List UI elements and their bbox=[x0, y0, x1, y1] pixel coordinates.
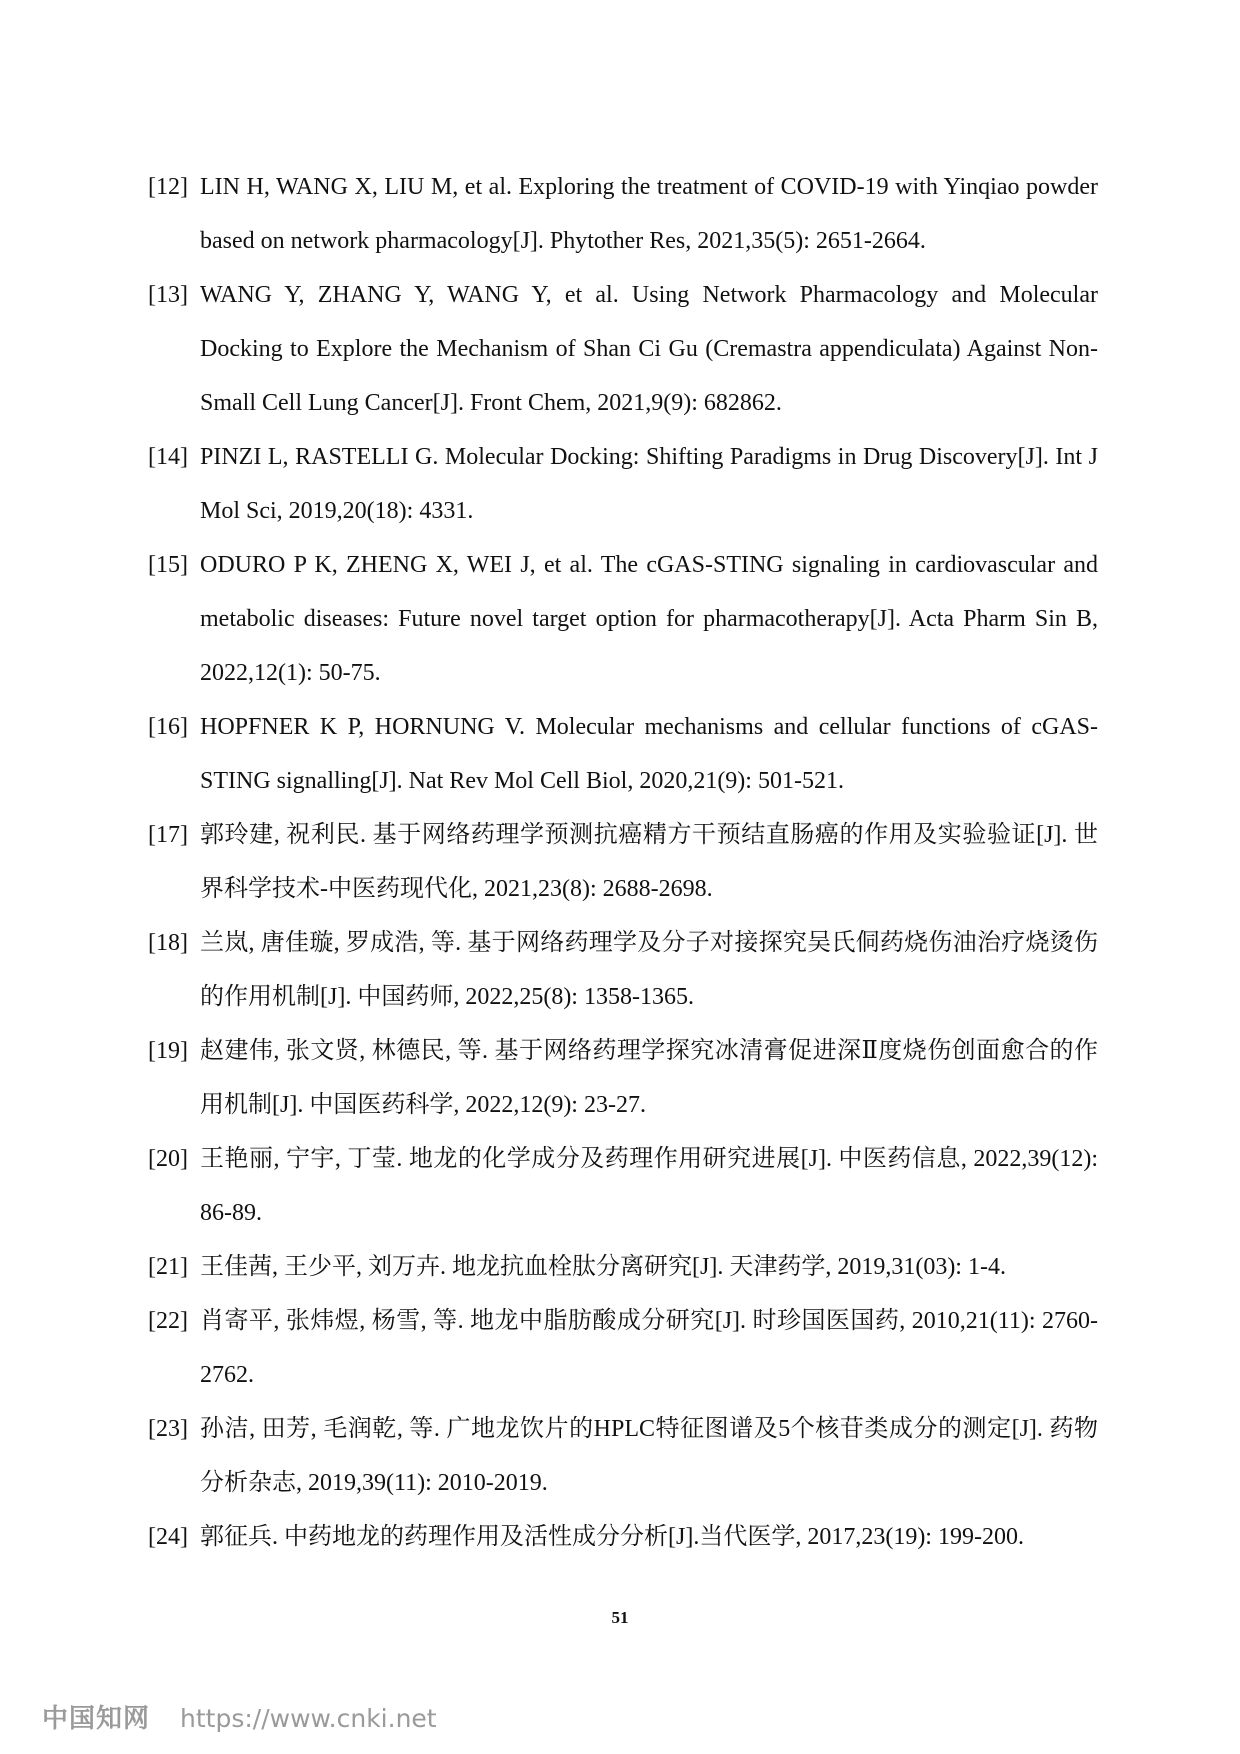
reference-number: [12] bbox=[148, 174, 188, 200]
reference-text: 兰岚, 唐佳璇, 罗成浩, 等. 基于网络药理学及分子对接探究吴氏侗药烧伤油治疗烧烫伤的作用机制[J]. 中国药师, 2022,25(8): 1358-1365. bbox=[200, 930, 1098, 1010]
reference-item bbox=[148, 700, 1098, 808]
reference-number: [14] bbox=[148, 444, 188, 470]
reference-text: PINZI L, RASTELLI G. Molecular Docking: Shifting Paradigms in Drug Discovery[J]. Int J Mol Sci, 2019,20(18): 4331. bbox=[200, 444, 1098, 524]
reference-text: 王艳丽, 宁宇, 丁莹. 地龙的化学成分及药理作用研究进展[J]. 中医药信息, 2022,39(12): 86-89. bbox=[200, 1146, 1098, 1226]
reference-item bbox=[148, 916, 1098, 1024]
cnki-logo: 中国知网 bbox=[42, 1704, 151, 1734]
cnki-watermark bbox=[42, 1698, 437, 1735]
reference-text: WANG Y, ZHANG Y, WANG Y, et al. Using Network Pharmacology and Molecular Docking to Explore the Mechanism of Shan Ci Gu (Cremastra appendiculata) Against Non-Small Cell Lung Cancer[J]. Front Chem, 2021,9(9): 682862. bbox=[200, 282, 1098, 416]
reference-item bbox=[148, 160, 1098, 268]
reference-item bbox=[148, 1132, 1098, 1240]
reference-text: 肖寄平, 张炜煜, 杨雪, 等. 地龙中脂肪酸成分研究[J]. 时珍国医国药, 2010,21(11): 2760-2762. bbox=[200, 1308, 1098, 1388]
reference-number: [17] bbox=[148, 822, 188, 848]
reference-text: 赵建伟, 张文贤, 林德民, 等. 基于网络药理学探究冰清膏促进深Ⅱ度烧伤创面愈合的作用机制[J]. 中国医药科学, 2022,12(9): 23-27. bbox=[200, 1038, 1098, 1118]
reference-item bbox=[148, 430, 1098, 538]
reference-list bbox=[148, 160, 1098, 1564]
reference-number: [19] bbox=[148, 1038, 188, 1064]
reference-number: [22] bbox=[148, 1308, 188, 1334]
reference-number: [23] bbox=[148, 1416, 188, 1442]
reference-item bbox=[148, 1510, 1098, 1564]
reference-number: [24] bbox=[148, 1524, 188, 1550]
reference-text: 郭征兵. 中药地龙的药理作用及活性成分分析[J].当代医学, 2017,23(19): 199-200. bbox=[200, 1524, 1024, 1550]
reference-number: [13] bbox=[148, 282, 188, 308]
reference-text: 王佳茜, 王少平, 刘万卉. 地龙抗血栓肽分离研究[J]. 天津药学, 2019,31(03): 1-4. bbox=[200, 1254, 1006, 1280]
reference-item bbox=[148, 538, 1098, 700]
cnki-url: https://www.cnki.net bbox=[180, 1704, 437, 1733]
reference-number: [16] bbox=[148, 714, 188, 740]
reference-number: [21] bbox=[148, 1254, 188, 1280]
reference-item bbox=[148, 1294, 1098, 1402]
reference-text: 孙洁, 田芳, 毛润乾, 等. 广地龙饮片的HPLC特征图谱及5个核苷类成分的测定[J]. 药物分析杂志, 2019,39(11): 2010-2019. bbox=[200, 1416, 1098, 1496]
reference-number: [20] bbox=[148, 1146, 188, 1172]
reference-text: 郭玲建, 祝利民. 基于网络药理学预测抗癌精方干预结直肠癌的作用及实验验证[J]. 世界科学技术-中医药现代化, 2021,23(8): 2688-2698. bbox=[200, 822, 1098, 902]
page-number: 51 bbox=[611, 1608, 629, 1627]
reference-item bbox=[148, 808, 1098, 916]
reference-text: HOPFNER K P, HORNUNG V. Molecular mechanisms and cellular functions of cGAS-STING signalling[J]. Nat Rev Mol Cell Biol, 2020,21(9): 501-521. bbox=[200, 714, 1098, 794]
reference-item bbox=[148, 1024, 1098, 1132]
reference-item bbox=[148, 268, 1098, 430]
reference-number: [18] bbox=[148, 930, 188, 956]
reference-item bbox=[148, 1240, 1098, 1294]
reference-text: ODURO P K, ZHENG X, WEI J, et al. The cGAS-STING signaling in cardiovascular and metabolic diseases: Future novel target option for pharmacotherapy[J]. Acta Pharm Sin B, 2022,12(1): 50-75. bbox=[200, 552, 1098, 686]
reference-number: [15] bbox=[148, 552, 188, 578]
reference-text: LIN H, WANG X, LIU M, et al. Exploring the treatment of COVID-19 with Yinqiao powder based on network pharmacology[J]. Phytother Res, 2021,35(5): 2651-2664. bbox=[200, 174, 1098, 254]
reference-item bbox=[148, 1402, 1098, 1510]
